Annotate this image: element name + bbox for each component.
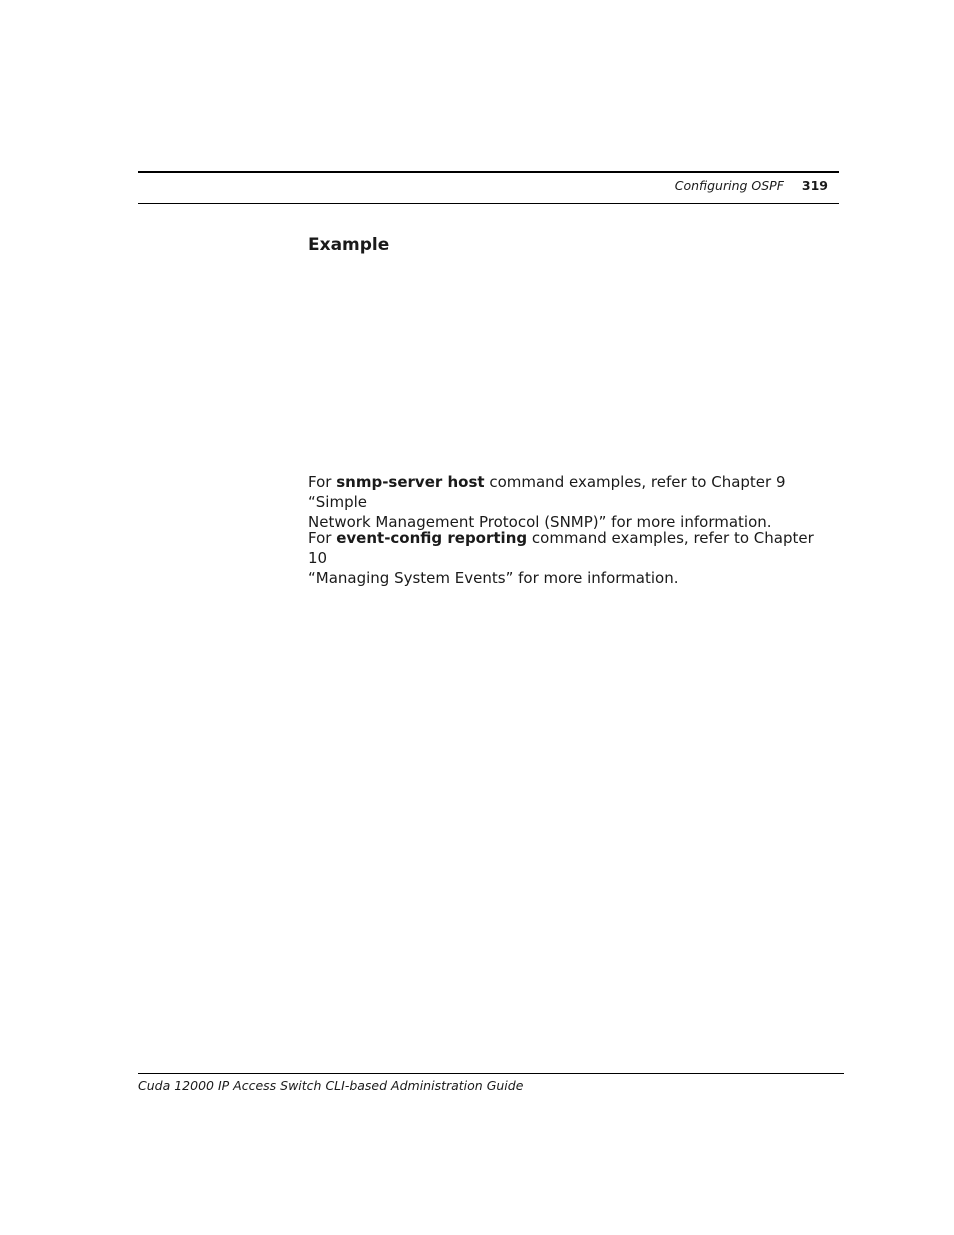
command-name: snmp-server host (336, 473, 485, 491)
paragraph-text: command examples, refer to Chapter 10 (308, 529, 814, 567)
paragraph-text-line2: Network Management Protocol (SNMP)” for more information. (308, 513, 772, 531)
running-header (675, 178, 828, 194)
paragraph-text: command examples, refer to Chapter 9 “Simple (308, 473, 786, 511)
page-number: 319 (801, 178, 828, 193)
paragraph-snmp-reference (308, 472, 828, 532)
paragraph-prefix: For (308, 529, 337, 547)
header-rule-bottom (138, 203, 839, 204)
paragraph-prefix: For (308, 473, 337, 491)
paragraph-text-line2: “Managing System Events” for more information. (308, 569, 679, 587)
paragraph-event-config-reference (308, 528, 828, 588)
footer-book-title: Cuda 12000 IP Access Switch CLI-based Administration Guide (138, 1078, 524, 1093)
header-rule-top (138, 171, 839, 173)
section-heading: Example (308, 235, 390, 255)
footer-rule (138, 1073, 844, 1074)
running-header-section-title: Configuring OSPF (674, 178, 784, 193)
command-name: event-config reporting (336, 529, 528, 547)
